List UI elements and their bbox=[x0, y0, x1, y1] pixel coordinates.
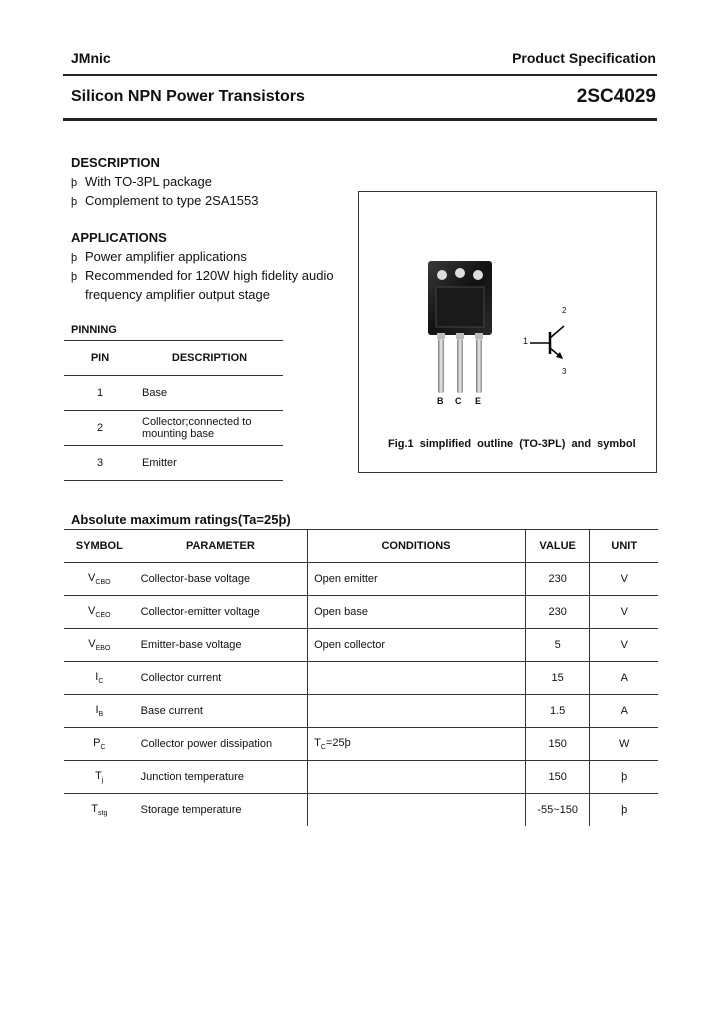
symbol-cell: $T_{stg}$ bbox=[91, 802, 108, 818]
table-row bbox=[64, 376, 283, 411]
bullet-icon: þ bbox=[71, 196, 78, 208]
column-header: UNIT bbox=[590, 530, 658, 563]
value-cell: -55~150 bbox=[525, 794, 590, 827]
npn-transistor-symbol-icon bbox=[528, 318, 578, 370]
conditions-cell bbox=[308, 794, 526, 827]
pin-number: 1 bbox=[64, 376, 136, 411]
pin-description: Base bbox=[136, 376, 283, 411]
brand-name: JMnic bbox=[71, 50, 111, 66]
ratings-table bbox=[64, 529, 658, 826]
pinning-heading: PINNING bbox=[71, 324, 117, 336]
description-heading: DESCRIPTION bbox=[71, 155, 160, 170]
parameter-cell: Base current bbox=[135, 695, 308, 728]
conditions-cell: Open collector bbox=[308, 629, 526, 662]
table-row bbox=[64, 728, 658, 761]
pin-number: 3 bbox=[64, 446, 136, 481]
value-cell: 5 bbox=[525, 629, 590, 662]
symbol-cell: $V_{CBO}$ bbox=[64, 563, 135, 596]
bullet-icon: þ bbox=[71, 252, 78, 264]
conditions-cell bbox=[308, 761, 526, 794]
figure-box bbox=[358, 191, 657, 473]
value-cell: 230 bbox=[525, 563, 590, 596]
pin-number: 2 bbox=[64, 411, 136, 446]
symbol-cell: $V_{CEO}$ bbox=[64, 596, 135, 629]
bullet-icon: þ bbox=[71, 271, 78, 283]
column-header: PARAMETER bbox=[135, 530, 308, 563]
unit-cell: þ bbox=[621, 804, 628, 816]
parameter-cell: Collector-base voltage bbox=[135, 563, 308, 596]
unit-cell: A bbox=[590, 695, 658, 728]
conditions-cell: Open base bbox=[308, 596, 526, 629]
description-item: þ Complement to type 2SA1553 bbox=[71, 193, 259, 208]
parameter-cell: Emitter-base voltage bbox=[135, 629, 308, 662]
symbol-pin-2: 2 bbox=[562, 306, 567, 315]
part-number: 2SC4029 bbox=[576, 86, 656, 107]
lead-label-emitter: E bbox=[475, 396, 482, 406]
parameter-cell: Junction temperature bbox=[135, 761, 308, 794]
pinning-table bbox=[64, 340, 283, 481]
conditions-cell bbox=[308, 662, 526, 695]
header-rule bbox=[63, 74, 657, 76]
pin-description: Emitter bbox=[136, 446, 283, 481]
parameter-cell: Collector current bbox=[135, 662, 308, 695]
value-cell: 150 bbox=[525, 728, 590, 761]
table-row bbox=[64, 695, 658, 728]
symbol-cell: $P_C$ bbox=[64, 728, 135, 761]
lead-label-collector: C bbox=[455, 396, 462, 406]
value-cell: 15 bbox=[525, 662, 590, 695]
applications-heading: APPLICATIONS bbox=[71, 230, 167, 245]
figure-caption: Fig.1 simplified outline (TO-3PL) and symbol bbox=[388, 438, 636, 450]
table-row bbox=[64, 446, 283, 481]
table-header-row bbox=[64, 341, 283, 376]
table-row bbox=[64, 662, 658, 695]
table-header-row bbox=[64, 530, 658, 563]
symbol-cell: $T_j$ bbox=[64, 761, 135, 794]
unit-cell: A bbox=[590, 662, 658, 695]
unit-cell: þ bbox=[590, 761, 658, 794]
unit-cell: W bbox=[590, 728, 658, 761]
table-row bbox=[64, 596, 658, 629]
table-row bbox=[64, 794, 658, 827]
symbol-pin-3: 3 bbox=[562, 367, 567, 376]
to3pl-package-image bbox=[420, 255, 500, 395]
unit-cell: V bbox=[590, 563, 658, 596]
application-item: þ Recommended for 120W high fidelity audio bbox=[71, 268, 334, 283]
bullet-icon: þ bbox=[71, 177, 78, 189]
table-row bbox=[64, 629, 658, 662]
doc-type: Product Specification bbox=[512, 50, 656, 66]
symbol-cell: $V_{EBO}$ bbox=[64, 629, 135, 662]
symbol-cell: $I_C$ bbox=[64, 662, 135, 695]
column-header: VALUE bbox=[525, 530, 590, 563]
unit-cell: V bbox=[590, 629, 658, 662]
conditions-cell bbox=[308, 695, 526, 728]
lead-label-base: B bbox=[437, 396, 444, 406]
application-item: þ Power amplifier applications bbox=[71, 249, 247, 264]
unit-cell: V bbox=[590, 596, 658, 629]
page-title: Silicon NPN Power Transistors bbox=[71, 88, 305, 105]
description-item: þ With TO-3PL package bbox=[71, 174, 212, 189]
application-item-continuation: frequency amplifier output stage bbox=[85, 287, 270, 302]
conditions-cell: Open emitter bbox=[308, 563, 526, 596]
symbol-cell: $I_B$ bbox=[64, 695, 135, 728]
parameter-cell: Collector-emitter voltage bbox=[135, 596, 308, 629]
parameter-cell: Collector power dissipation bbox=[135, 728, 308, 761]
value-cell: 1.5 bbox=[525, 695, 590, 728]
table-row bbox=[64, 411, 283, 446]
column-header: CONDITIONS bbox=[308, 530, 526, 563]
conditions-cell: $T_C=25þ$ bbox=[308, 728, 526, 761]
parameter-cell: Storage temperature bbox=[140, 804, 242, 816]
table-row bbox=[64, 761, 658, 794]
column-header: SYMBOL bbox=[64, 530, 135, 563]
table-row bbox=[64, 563, 658, 596]
title-rule bbox=[63, 118, 657, 121]
column-header: PIN bbox=[64, 341, 136, 376]
ratings-heading: Absolute maximum ratings(Ta=25þ) bbox=[71, 512, 291, 527]
column-header: DESCRIPTION bbox=[136, 341, 283, 376]
value-cell: 150 bbox=[525, 761, 590, 794]
pin-description: Collector;connected to mounting base bbox=[136, 411, 283, 446]
value-cell: 230 bbox=[525, 596, 590, 629]
symbol-pin-1: 1 bbox=[523, 336, 529, 346]
